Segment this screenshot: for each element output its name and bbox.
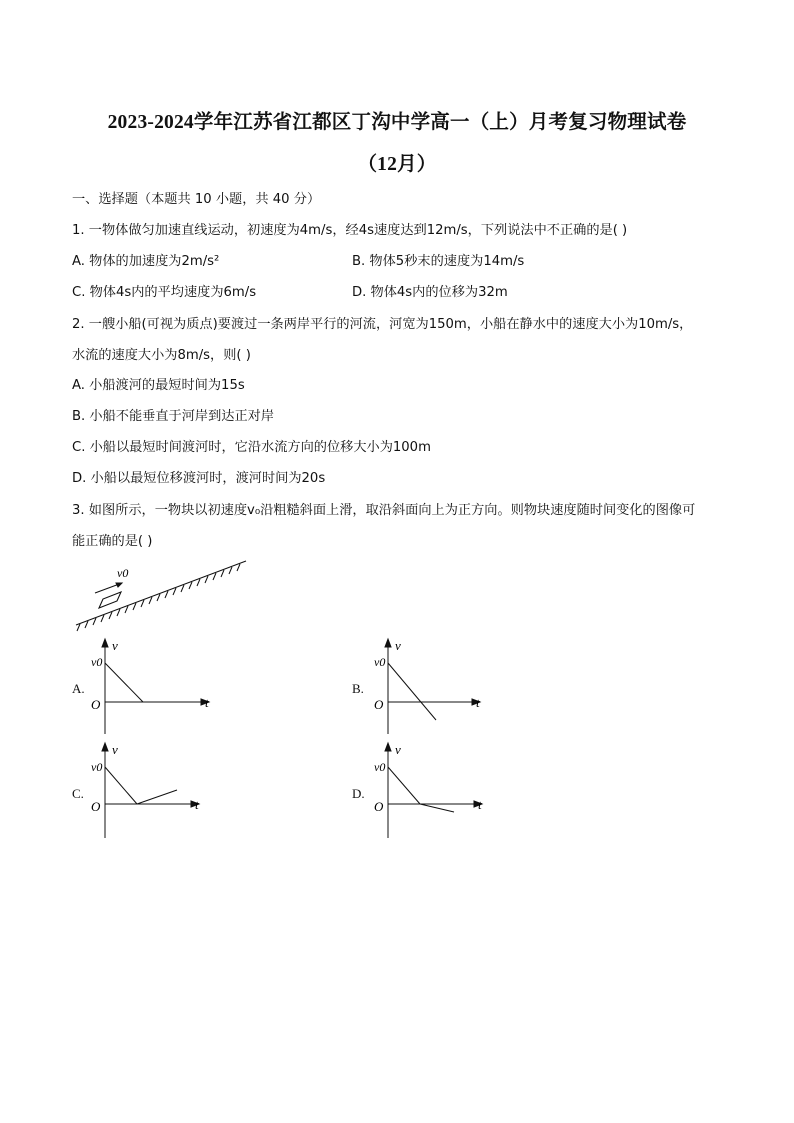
- graph-c-origin: O: [91, 799, 101, 814]
- graph-b-v-label: v: [395, 638, 401, 653]
- graph-d-v0: v0: [374, 760, 386, 774]
- graph-a: [85, 636, 215, 736]
- q1-option-a: A. 物体的加速度为2m/s²: [72, 254, 220, 269]
- q1-option-b: B. 物体5秒末的速度为14m/s: [352, 254, 525, 269]
- graph-b-line: [388, 663, 436, 720]
- graph-d-v-label: v: [395, 742, 401, 757]
- graph-b-origin: O: [374, 697, 384, 712]
- section-heading: 一、选择题（本题共 10 小题，共 40 分）: [72, 192, 321, 207]
- incline-v0-label: v0: [117, 566, 129, 580]
- q2-option-c: C. 小船以最短时间渡河时，它沿水流方向的位移大小为100m: [72, 440, 431, 455]
- q1-option-d: D. 物体4s内的位移为32m: [352, 285, 508, 300]
- exam-title: 2023-2024学年江苏省江都区丁沟中学高一（上）月考复习物理试卷: [107, 112, 687, 133]
- graph-a-v0: v0: [91, 655, 103, 669]
- graph-c-line-up: [137, 790, 177, 804]
- q3-option-a-label: A.: [72, 681, 85, 696]
- incline-surface: [76, 561, 246, 625]
- graph-b-v0: v0: [374, 655, 386, 669]
- graph-d-origin: O: [374, 799, 384, 814]
- graph-c-v0: v0: [91, 760, 103, 774]
- q3-option-d-label: D.: [352, 786, 365, 801]
- q2-option-b: B. 小船不能垂直于河岸到达正对岸: [72, 409, 275, 424]
- graph-d-t-label: t: [478, 797, 482, 812]
- graph-a-line: [105, 663, 143, 702]
- q1-stem: 1. 一物体做匀加速直线运动，初速度为4m/s，经4s速度达到12m/s，下列说法中不正确的是( ): [72, 223, 628, 238]
- graph-c-t-label: t: [195, 797, 199, 812]
- graph-b: [368, 636, 493, 736]
- graph-a-origin: O: [91, 697, 101, 712]
- q3-stem-line1: 3. 如图所示，一物块以初速度v₀沿粗糙斜面上滑，取沿斜面向上为正方向。则物块速度随时间变化的图像可: [72, 503, 696, 518]
- incline-figure: [70, 555, 255, 635]
- q2-option-d: D. 小船以最短位移渡河时，渡河时间为20s: [72, 471, 326, 486]
- q3-stem-line2: 能正确的是( ): [72, 534, 153, 549]
- graph-c: [85, 740, 210, 840]
- block: [99, 592, 121, 608]
- exam-title-month: （12月）: [357, 154, 437, 175]
- incline-hatching: [77, 564, 240, 631]
- graph-a-v-label: v: [112, 638, 118, 653]
- graph-d: [368, 740, 493, 840]
- graph-d-line-after: [420, 804, 454, 812]
- graph-d-line-down: [388, 767, 420, 804]
- graph-b-t-label: t: [476, 695, 480, 710]
- graph-a-t-label: t: [205, 695, 209, 710]
- q3-option-c-label: C.: [72, 786, 84, 801]
- graph-c-line-down: [105, 767, 137, 804]
- q2-stem-line2: 水流的速度大小为8m/s，则( ): [72, 348, 251, 363]
- q2-stem-line1: 2. 一艘小船(可视为质点)要渡过一条两岸平行的河流，河宽为150m，小船在静水中的速度大小为10m/s，: [72, 317, 693, 332]
- q3-option-b-label: B.: [352, 681, 364, 696]
- q1-option-c: C. 物体4s内的平均速度为6m/s: [72, 285, 257, 300]
- graph-c-v-label: v: [112, 742, 118, 757]
- q2-option-a: A. 小船渡河的最短时间为15s: [72, 378, 245, 393]
